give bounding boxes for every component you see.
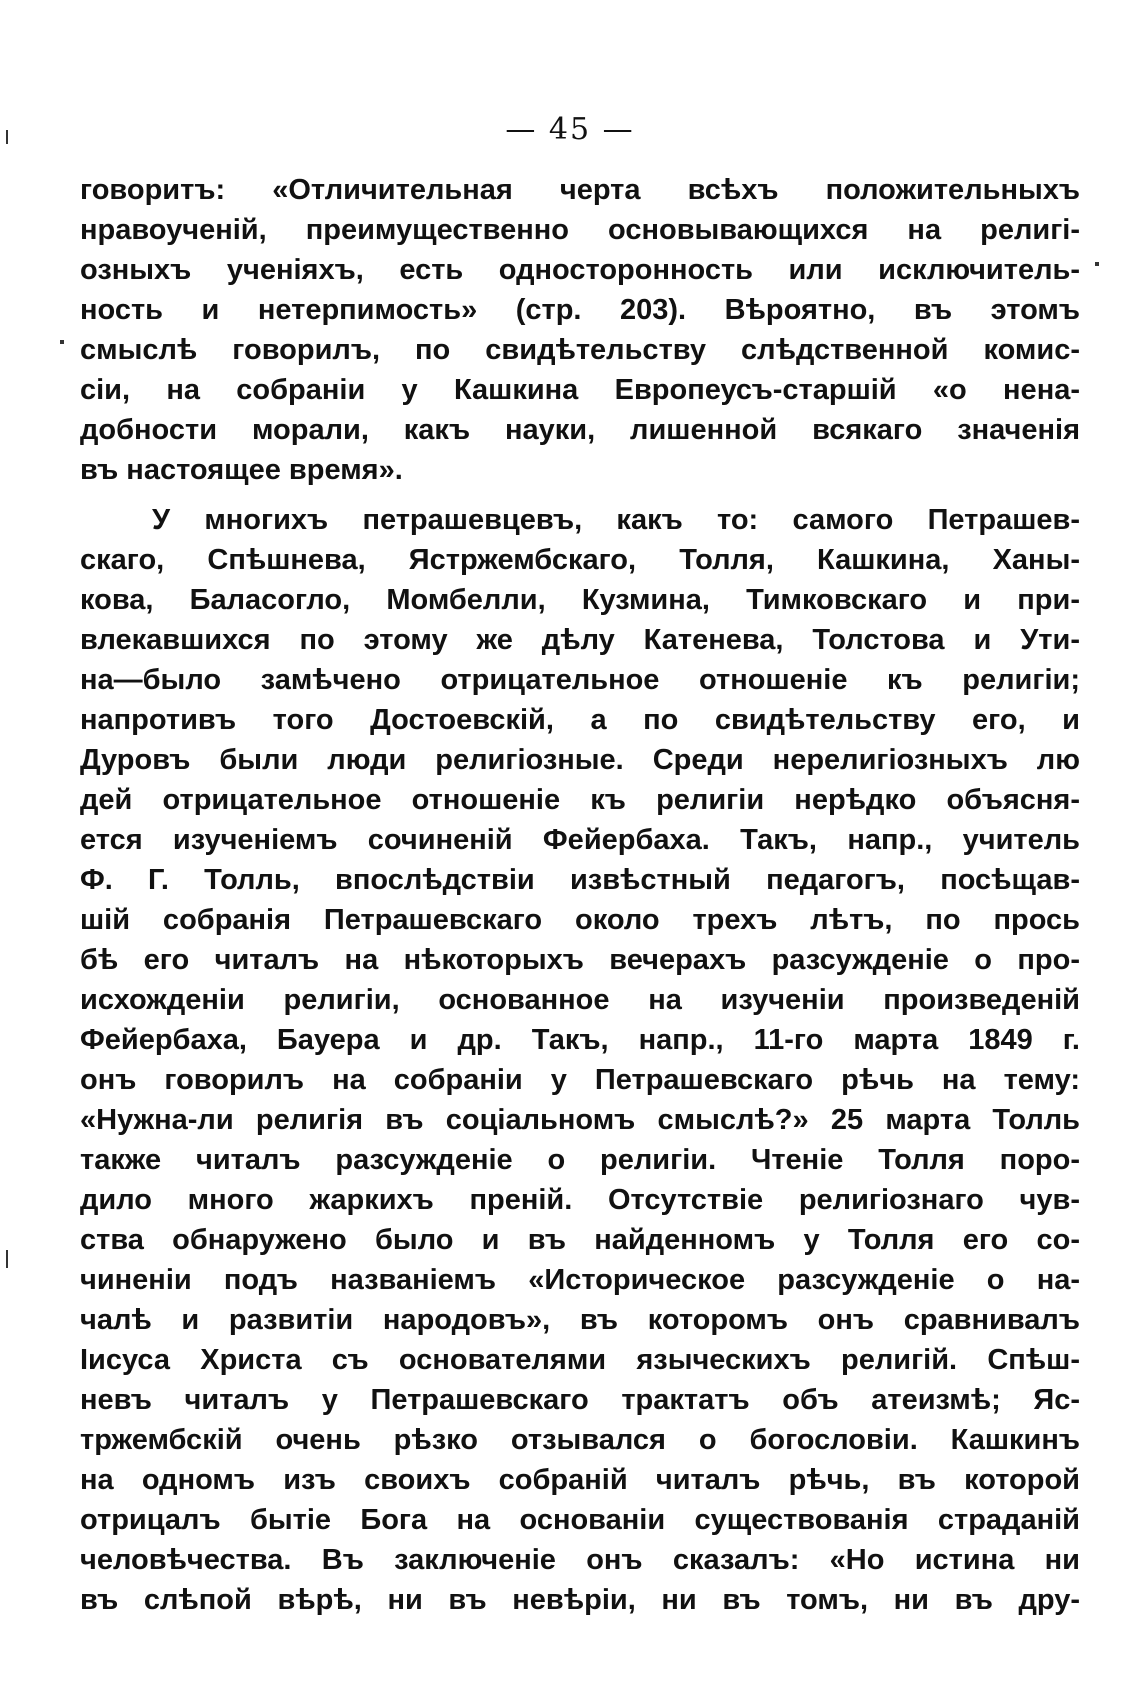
text-line: влекавшихся по этому же дѣлу Катенева, Толстова и Ути- xyxy=(80,624,1080,656)
text-line: сіи, на собраніи у Кашкина Европеусъ-старшій «о нена- xyxy=(80,374,1080,406)
text-line: Іисуса Христа съ основателями языческихъ религій. Спѣш- xyxy=(80,1344,1080,1376)
text-line: кова, Баласогло, Момбелли, Кузмина, Тимковскаго и при- xyxy=(80,584,1080,616)
scan-mark xyxy=(6,130,8,144)
text-line: нравоученій, преимущественно основывающихся на религі- xyxy=(80,214,1080,246)
page-number: — 45 — xyxy=(505,112,635,147)
scan-mark xyxy=(6,1250,8,1268)
text-line: ется изученіемъ сочиненій Фейербаха. Такъ, напр., учитель xyxy=(80,824,1080,856)
text-line: исхожденіи религіи, основанное на изученіи произведеній xyxy=(80,984,1080,1016)
text-line: на—было замѣчено отрицательное отношеніе къ религіи; xyxy=(80,664,1080,696)
text-line: человѣчества. Въ заключеніе онъ сказалъ: «Но истина ни xyxy=(80,1544,1080,1576)
text-line: въ настоящее время». xyxy=(80,454,403,486)
text-line: чиненіи подъ названіемъ «Историческое разсужденіе о на- xyxy=(80,1264,1080,1296)
text-line: ность и нетерпимость» (стр. 203). Вѣроятно, въ этомъ xyxy=(80,294,1080,326)
text-line: дей отрицательное отношеніе къ религіи нерѣдко объясня- xyxy=(80,784,1080,816)
text-line: добности морали, какъ науки, лишенной всякаго значенія xyxy=(80,414,1080,446)
text-line: Ф. Г. Толль, впослѣдствіи извѣстный педагогъ, посѣщав- xyxy=(80,864,1080,896)
text-line: дило много жаркихъ преній. Отсутствіе религіознаго чув- xyxy=(80,1184,1080,1216)
text-line: на одномъ изъ своихъ собраній читалъ рѣчь, въ которой xyxy=(80,1464,1080,1496)
text-line: бѣ его читалъ на нѣкоторыхъ вечерахъ разсужденіе о про- xyxy=(80,944,1080,976)
text-line: невъ читалъ у Петрашевскаго трактатъ объ атеизмѣ; Яс- xyxy=(80,1384,1080,1416)
paragraph-gap xyxy=(80,490,1080,500)
paragraph xyxy=(80,170,1080,490)
scan-mark xyxy=(60,340,64,344)
scan-mark xyxy=(1095,262,1099,266)
text-line: смыслѣ говорилъ, по свидѣтельству слѣдственной комис- xyxy=(80,334,1080,366)
text-line: отрицалъ бытіе Бога на основаніи существованія страданій xyxy=(80,1504,1080,1536)
text-line: У многихъ петрашевцевъ, какъ то: самого Петрашев- xyxy=(152,504,1080,536)
text-line: Дуровъ были люди религіозные. Среди нерелигіозныхъ лю xyxy=(80,744,1080,776)
text-line: «Нужна-ли религія въ соціальномъ смыслѣ?» 25 марта Толль xyxy=(80,1104,1080,1136)
paragraph xyxy=(80,500,1080,1620)
text-line: ства обнаружено было и въ найденномъ у Толля его со- xyxy=(80,1224,1080,1256)
text-line: Фейербаха, Бауера и др. Такъ, напр., 11-го марта 1849 г. xyxy=(80,1024,1080,1056)
text-line: чалѣ и развитіи народовъ», въ которомъ онъ сравнивалъ xyxy=(80,1304,1080,1336)
text-line: въ слѣпой вѣрѣ, ни въ невѣріи, ни въ томъ, ни въ дру- xyxy=(80,1584,1080,1616)
text-line: озныхъ ученіяхъ, есть односторонность или исключитель- xyxy=(80,254,1080,286)
text-line: говоритъ: «Отличительная черта всѣхъ положительныхъ xyxy=(80,174,1080,206)
text-line: онъ говорилъ на собраніи у Петрашевскаго рѣчь на тему: xyxy=(80,1064,1080,1096)
text-line: шій собранія Петрашевскаго около трехъ лѣтъ, по прось xyxy=(80,904,1080,936)
text-line: тржембскій очень рѣзко отзывался о богословіи. Кашкинъ xyxy=(80,1424,1080,1456)
text-line: скаго, Спѣшнева, Ястржембскаго, Толля, Кашкина, Ханы- xyxy=(80,544,1080,576)
body-text xyxy=(80,170,1080,1620)
text-line: также читалъ разсужденіе о религіи. Чтеніе Толля поро- xyxy=(80,1144,1080,1176)
text-line: напротивъ того Достоевскій, а по свидѣтельству его, и xyxy=(80,704,1080,736)
